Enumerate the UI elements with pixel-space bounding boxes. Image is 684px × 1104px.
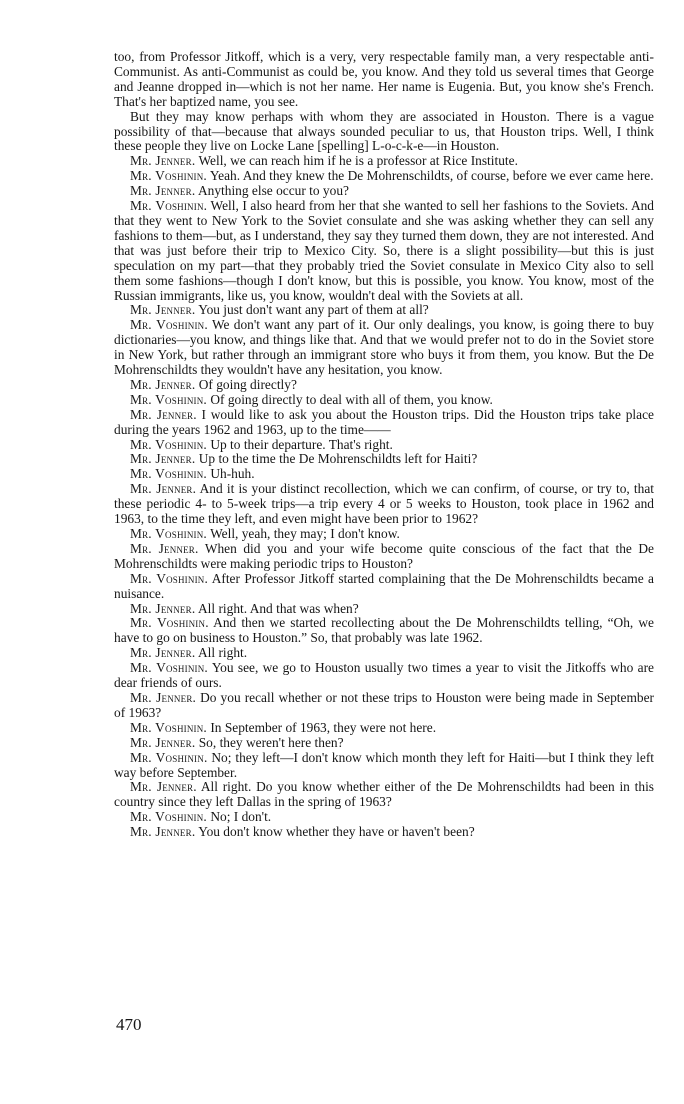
paragraph: [114, 616, 654, 646]
paragraph-text: When did you and your wife become quite conscious of the fact that the De Mohrenschildts were making periodic trips to Houston?: [114, 540, 654, 571]
paragraph: [114, 661, 654, 691]
paragraph-text: All right. Do you know whether either of the De Mohrenschildts had been in this country since they left Dallas in the spring of 1963?: [114, 779, 654, 810]
paragraph: [114, 572, 654, 602]
paragraph: [114, 303, 654, 318]
paragraph: [114, 110, 654, 155]
paragraph: [114, 467, 654, 482]
page-number: 470: [116, 1015, 142, 1034]
speaker-label: Mr. Jenner.: [130, 302, 196, 318]
paragraph: [114, 50, 654, 110]
paragraph-text: But they may know perhaps with whom they are associated in Houston. There is a vague possibility of that—because that always sounded peculiar to us, that Houston trips. Well, I think these people they live on Locke Lane [spelling] L-o-c-k-e—in Houston.: [114, 108, 654, 154]
speaker-label: Mr. Voshinin.: [130, 466, 207, 482]
paragraph: [114, 721, 654, 736]
paragraph: [114, 780, 654, 810]
paragraph-text: Well, yeah, they may; I don't know.: [210, 526, 400, 541]
speaker-label: Mr. Jenner.: [130, 779, 197, 795]
speaker-label: Mr. Voshinin.: [130, 570, 209, 586]
speaker-label: Mr. Voshinin.: [130, 719, 207, 735]
paragraph-text: You see, we go to Houston usually two times a year to visit the Jitkoffs who are dear friends of ours.: [114, 660, 654, 691]
paragraph: [114, 393, 654, 408]
speaker-label: Mr. Voshinin.: [130, 660, 208, 676]
paragraph-text: Yeah. And they knew the De Mohrenschildts, of course, before we ever came here.: [209, 168, 654, 184]
paragraph-text: Of going directly to deal with all of them, you know.: [210, 391, 493, 407]
paragraph-text: No; they left—I don't know which month they left for Haiti—but I think they left way before September.: [114, 749, 654, 780]
paragraph-text: Up to the time the De Mohrenschildts left for Haiti?: [198, 451, 478, 467]
paragraph-text: Of going directly?: [198, 376, 297, 392]
paragraph: [114, 646, 654, 661]
speaker-label: Mr. Jenner.: [130, 645, 196, 661]
paragraph: [114, 452, 654, 467]
paragraph-text: Well, I also heard from her that she wanted to sell her fashions to the Soviets. And that they went to New York to the Soviet consulate and she was asking whether they can sell any fashions to them—but, as I understand, they say they turned them down, they are not interested. And that was just before their trip to Mexico City. So, there is a slight possibility—but this is just speculation on my part—that they probably tried the Soviet consulate in Mexico City also to sell them some fashions—though I don't know, but this is possible, you know. You know, most of the Russian immigrants, like us, you know, wouldn't deal with the Soviets at all.: [114, 198, 654, 303]
speaker-label: Mr. Jenner.: [130, 600, 196, 616]
speaker-label: Mr. Voshinin.: [130, 168, 207, 184]
speaker-label: Mr. Voshinin.: [130, 317, 208, 333]
paragraph: [114, 438, 654, 453]
speaker-label: Mr. Jenner.: [130, 183, 196, 199]
paragraph: [114, 527, 654, 542]
speaker-label: Mr. Voshinin.: [130, 809, 207, 825]
paragraph-text: And it is your distinct recollection, which we can confirm, of course, or try to, that these periodic 4- to 5-week trips—a trip every 4 or 5 weeks to Houston, took place in 1962 and 1963, to the time they left, and even might have been prior to 1962?: [114, 481, 654, 527]
paragraph: [114, 408, 654, 438]
speaker-label: Mr. Voshinin.: [130, 526, 207, 541]
speaker-label: Mr. Voshinin.: [130, 198, 208, 214]
paragraph-text: Well, we can reach him if he is a professor at Rice Institute.: [198, 153, 518, 169]
paragraph: [114, 482, 654, 527]
paragraph: [114, 736, 654, 751]
paragraph-text: Up to their departure. That's right.: [210, 436, 393, 452]
paragraph-text: We don't want any part of it. Our only dealings, you know, is going there to buy dictionaries—you know, and things like that. And that we would prefer not to do in the Soviet store in New York, but rather through an immigrant store who buys it from them, you know. But the De Mohrenschildts they wouldn't have any hesitation, you know.: [114, 317, 654, 378]
paragraph-text: too, from Professor Jitkoff, which is a very, very respectable family man, a very respectable anti-Communist. As anti-Communist as could be, you know. And they told us several times that George and Jeanne dropped in—which is not her name. Her name is Eugenia. But, you know she's French. That's her baptized name, you see.: [114, 49, 654, 109]
paragraph: [114, 169, 654, 184]
paragraph-text: Do you recall whether or not these trips to Houston were being made in September of 1963?: [114, 689, 654, 720]
paragraph-text: After Professor Jitkoff started complaining that the De Mohrenschildts became a nuisance.: [114, 570, 654, 601]
paragraph: [114, 199, 654, 303]
paragraph-text: In September of 1963, they were not here.: [210, 719, 437, 735]
paragraph: [114, 542, 654, 572]
paragraph-text: No; I don't.: [210, 809, 272, 825]
speaker-label: Mr. Jenner.: [130, 406, 197, 422]
speaker-label: Mr. Jenner.: [130, 540, 199, 556]
speaker-label: Mr. Voshinin.: [130, 615, 209, 631]
paragraph-text: You don't know whether they have or haven't been?: [198, 824, 475, 840]
paragraph-text: You just don't want any part of them at all?: [198, 302, 429, 318]
paragraph-text: And then we started recollecting about the De Mohrenschildts telling, “Oh, we have to go on business to Houston.” So, that probably was late 1962.: [114, 615, 654, 646]
speaker-label: Mr. Jenner.: [130, 153, 196, 169]
speaker-label: Mr. Voshinin.: [130, 436, 207, 452]
paragraph: [114, 751, 654, 781]
paragraph: [114, 602, 654, 617]
transcript-body: [114, 50, 654, 840]
paragraph: [114, 184, 654, 199]
paragraph: [114, 318, 654, 378]
paragraph: [114, 378, 654, 393]
speaker-label: Mr. Jenner.: [130, 689, 197, 705]
paragraph-text: Uh-huh.: [210, 466, 255, 482]
speaker-label: Mr. Voshinin.: [130, 749, 208, 765]
paragraph: [114, 691, 654, 721]
paragraph-text: So, they weren't here then?: [198, 734, 344, 750]
paragraph-text: All right.: [197, 645, 248, 661]
paragraph: [114, 810, 654, 825]
speaker-label: Mr. Jenner.: [130, 376, 196, 392]
speaker-label: Mr. Jenner.: [130, 451, 196, 467]
paragraph: [114, 825, 654, 840]
speaker-label: Mr. Jenner.: [130, 824, 196, 840]
paragraph: [114, 154, 654, 169]
speaker-label: Mr. Voshinin.: [130, 391, 207, 407]
speaker-label: Mr. Jenner.: [130, 734, 196, 750]
paragraph-text: Anything else occur to you?: [197, 183, 349, 199]
paragraph-text: I would like to ask you about the Houston trips. Did the Houston trips take place during the years 1962 and 1963, up to the time——: [114, 406, 654, 437]
paragraph-text: All right. And that was when?: [197, 600, 359, 616]
speaker-label: Mr. Jenner.: [130, 481, 197, 497]
